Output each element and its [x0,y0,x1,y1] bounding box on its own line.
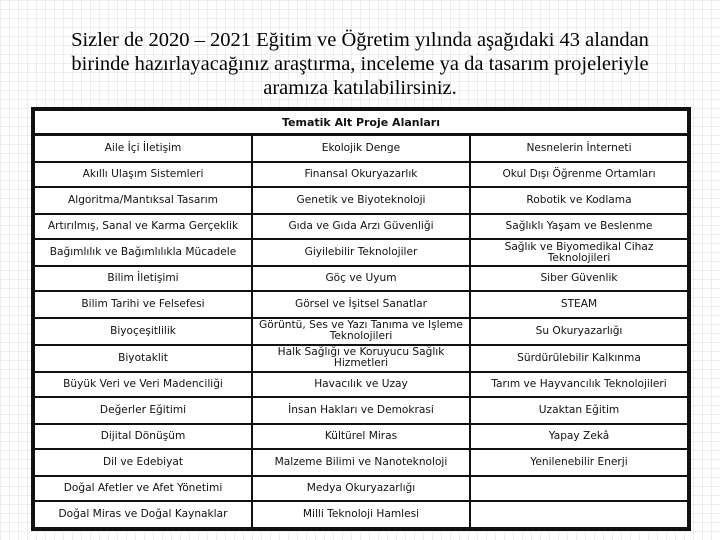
table-title: Tematik Alt Proje Alanları [34,110,688,135]
table-cell [470,501,688,528]
intro-text [20,28,700,100]
table-cell: Algoritma/Mantıksal Tasarım [34,187,252,214]
table-cell: Okul Dışı Öğrenme Ortamları [470,162,688,187]
table-row [34,162,688,187]
table-cell: Görüntü, Ses ve Yazı Tanıma ve İşleme Teknolojileri [252,318,470,345]
table-cell: Yenilenebilir Enerji [470,449,688,476]
table-cell: Halk Sağlığı ve Koruyucu Sağlık Hizmetleri [252,345,470,372]
table-cell: Nesnelerin İnterneti [470,135,688,163]
table-cell: STEAM [470,291,688,318]
table-row [34,424,688,449]
table-row [34,345,688,372]
table-row [34,501,688,528]
table-cell: Giyilebilir Teknolojiler [252,239,470,266]
table-row [34,476,688,501]
table-body [34,135,688,529]
table-cell: Kültürel Miras [252,424,470,449]
table-cell: Gıda ve Gıda Arzı Güvenliği [252,214,470,239]
intro-line-3: aramıza katılabilirsiniz. [263,77,457,99]
table-cell: Uzaktan Eğitim [470,397,688,424]
table-row [34,239,688,266]
table-cell: Medya Okuryazarlığı [252,476,470,501]
table-cell: Yapay Zekâ [470,424,688,449]
table-row [34,187,688,214]
table-cell [470,476,688,501]
table-cell: Finansal Okuryazarlık [252,162,470,187]
table-cell: Akıllı Ulaşım Sistemleri [34,162,252,187]
table-cell: Aile İçi İletişim [34,135,252,163]
table-cell: Göç ve Uyum [252,266,470,291]
intro-line-1: Sizler de 2020 – 2021 Eğitim ve Öğretim yılında aşağıdaki 43 alandan [71,29,649,51]
table-cell: Tarım ve Hayvancılık Teknolojileri [470,372,688,397]
table-cell: Genetik ve Biyoteknoloji [252,187,470,214]
table-cell: Bilim Tarihi ve Felsefesi [34,291,252,318]
table-cell: Siber Güvenlik [470,266,688,291]
table-row [34,318,688,345]
table-cell: Sağlıklı Yaşam ve Beslenme [470,214,688,239]
table-cell: Biyoçeşitlilik [34,318,252,345]
table-cell: Biyotaklit [34,345,252,372]
table-cell: Sürdürülebilir Kalkınma [470,345,688,372]
table-row [34,397,688,424]
table-cell: Dijital Dönüşüm [34,424,252,449]
table-row [34,291,688,318]
table-cell: Bağımlılık ve Bağımlılıkla Mücadele [34,239,252,266]
table-cell: Sağlık ve Biyomedikal Cihaz Teknolojileri [470,239,688,266]
table-cell: İnsan Hakları ve Demokrasi [252,397,470,424]
table-cell: Milli Teknoloji Hamlesi [252,501,470,528]
table-cell: Malzeme Bilimi ve Nanoteknoloji [252,449,470,476]
table-cell: Bilim İletişimi [34,266,252,291]
table-row [34,214,688,239]
table-cell: Ekolojik Denge [252,135,470,163]
table-row [34,266,688,291]
table-row [34,449,688,476]
table-row [34,372,688,397]
table-cell: Dil ve Edebiyat [34,449,252,476]
table-row [34,135,688,163]
table-cell: Robotik ve Kodlama [470,187,688,214]
table-cell: Görsel ve İşitsel Sanatlar [252,291,470,318]
table-cell: Su Okuryazarlığı [470,318,688,345]
table-cell: Büyük Veri ve Veri Madenciliği [34,372,252,397]
table-cell: Doğal Afetler ve Afet Yönetimi [34,476,252,501]
project-areas-table [31,107,691,531]
table-cell: Havacılık ve Uzay [252,372,470,397]
table-cell: Artırılmış, Sanal ve Karma Gerçeklik [34,214,252,239]
table-cell: Doğal Miras ve Doğal Kaynaklar [34,501,252,528]
table-cell: Değerler Eğitimi [34,397,252,424]
intro-line-2: birinde hazırlayacağınız araştırma, inceleme ya da tasarım projeleriyle [71,53,649,75]
